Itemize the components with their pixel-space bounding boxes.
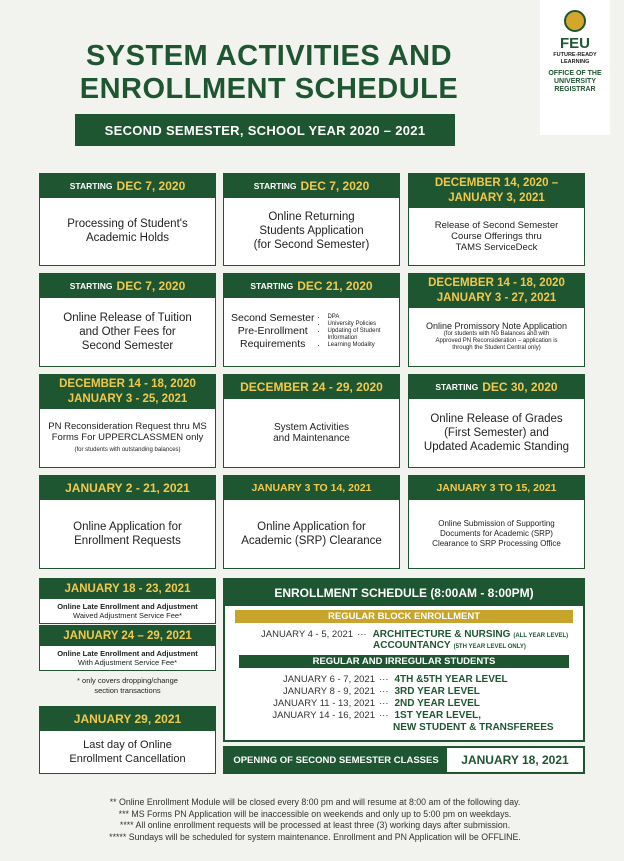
card-body [40, 731, 215, 772]
header-date-line: DECEMBER 14 - 18, 2020 [428, 277, 565, 289]
card-subnote: (for students with outstanding balances) [74, 447, 181, 453]
opening-classes-bar [223, 746, 585, 774]
page-title [64, 40, 474, 106]
header-prefix: STARTING [69, 281, 113, 291]
card-body [40, 298, 215, 365]
header-date-line: JANUARY 3 - 27, 2021 [436, 292, 557, 304]
card-header [40, 707, 215, 731]
card-line: Online Application for [257, 520, 366, 533]
card-subnote: through the Student Central only) [452, 345, 541, 351]
card-body [224, 399, 399, 466]
enrollment-schedule-title: ENROLLMENT SCHEDULE (8:00AM - 8:00PM) [225, 580, 583, 606]
card-line: Students Application [259, 225, 364, 237]
card-line: Second Semester [230, 312, 315, 324]
logo-office-1: OFFICE OF THE [548, 70, 602, 77]
requirements-list [317, 314, 395, 349]
card-enrollment-requests [39, 475, 216, 569]
card-enrollment-cancellation [39, 706, 216, 774]
schedule-level: 4TH &5TH YEAR LEVEL [394, 674, 508, 685]
card-body [224, 500, 399, 567]
card-body [40, 646, 215, 669]
card-header [409, 375, 584, 399]
card-line: Updated Academic Standing [423, 440, 570, 453]
dots: ··· [379, 710, 389, 721]
card-subnote: Approved PN Reconsideration – application is [435, 338, 558, 344]
block-schedule [225, 623, 583, 651]
card-line: (for Second Semester) [253, 239, 370, 251]
block-program: ARCHITECTURE & NURSING [372, 629, 511, 640]
header-prefix: STARTING [253, 181, 297, 191]
schedule-row [263, 722, 583, 734]
card-body [409, 399, 584, 466]
card-line: Documents for Academic (SRP) [440, 528, 553, 538]
header-date: JANUARY 3 TO 15, 2021 [436, 482, 557, 494]
card-line: Release of Second Semester [434, 219, 559, 231]
note-line: * only covers dropping/change [77, 676, 178, 685]
card-body [224, 298, 399, 365]
header-date: DECEMBER 24 - 29, 2020 [240, 380, 383, 394]
feu-logo [540, 0, 610, 135]
card-pre-enrollment [223, 273, 400, 367]
card-line: Online Promissory Note Application [425, 321, 568, 331]
card-body [40, 500, 215, 567]
card-body [40, 409, 215, 466]
card-srp-clearance [223, 475, 400, 569]
footnotes [60, 797, 570, 843]
header-prefix: STARTING [69, 181, 113, 191]
card-header [40, 174, 215, 198]
card-body [40, 599, 215, 622]
dots: ··· [379, 674, 389, 685]
card-system-maintenance [223, 374, 400, 468]
opening-date: JANUARY 18, 2021 [461, 753, 569, 767]
footnote: ** Online Enrollment Module will be closed every 8:00 pm and will resume at 8:00 am of the following day. [109, 797, 521, 807]
header-date: JANUARY 2 - 21, 2021 [65, 481, 190, 495]
block-program-note: (5TH YEAR LEVEL ONLY) [453, 644, 526, 650]
schedule-level: 1ST YEAR LEVEL, [394, 710, 482, 721]
card-header [224, 476, 399, 500]
card-line: PN Reconsideration Request thru MS [48, 421, 207, 432]
header-date-line: JANUARY 3 - 25, 2021 [67, 393, 188, 405]
card-line: Online Submission of Supporting [438, 518, 555, 528]
header-date: DEC 7, 2020 [116, 179, 186, 193]
card-header [409, 274, 584, 308]
card-line: Second Semester [81, 339, 174, 352]
card-line: Online Release of Tuition [63, 311, 192, 324]
card-header [40, 274, 215, 298]
card-pn-reconsideration [39, 374, 216, 468]
header-prefix: STARTING [250, 281, 294, 291]
logo-office [540, 70, 610, 94]
requirement-item: • University Policies [327, 321, 395, 328]
card-body [409, 500, 584, 567]
card-line: Requirements [240, 338, 306, 350]
card-line: With Adjustment Service Fee* [77, 657, 178, 667]
requirement-item: • DPA [327, 314, 395, 321]
card-line: Processing of Student's [67, 218, 188, 230]
card-body [409, 208, 584, 264]
logo-name: FEU [560, 35, 590, 52]
card-header [40, 579, 215, 599]
card-line: Forms For UPPERCLASSMEN only [51, 432, 204, 443]
requirement-item: • Learning Modality [327, 342, 395, 349]
header-date: JANUARY 29, 2021 [73, 712, 182, 726]
semester-banner: SECOND SEMESTER, SCHOOL YEAR 2020 – 2021 [75, 114, 455, 146]
footnote: ***** Sundays will be scheduled for system maintenance. Enrollment and PN Application will be OFFLINE. [109, 831, 521, 842]
card-bold-line: Online Late Enrollment and Adjustment [57, 648, 198, 658]
title-line-1: SYSTEM ACTIVITIES AND [85, 40, 453, 72]
card-header [224, 174, 399, 198]
schedule-level: 2ND YEAR LEVEL [394, 698, 480, 709]
schedule-row [263, 674, 583, 686]
card-line: Academic Holds [85, 232, 170, 244]
dots: ··· [379, 686, 389, 697]
block-row [261, 640, 583, 651]
dots: ··· [379, 698, 389, 709]
block-program: ACCOUNTANCY [373, 640, 451, 651]
card-header [409, 476, 584, 500]
block-date: JANUARY 4 - 5, 2021 [261, 629, 354, 640]
regular-block-label: REGULAR BLOCK ENROLLMENT [235, 610, 573, 623]
header-date: DEC 21, 2020 [297, 279, 373, 293]
card-header [40, 476, 215, 500]
card-line: Waived Adjustment Service Fee* [73, 610, 182, 620]
card-body [224, 198, 399, 264]
title-line-2: ENROLLMENT SCHEDULE [79, 73, 459, 105]
schedule-row [263, 710, 583, 722]
header-date: DEC 7, 2020 [300, 179, 370, 193]
header-date: JANUARY 24 – 29, 2021 [63, 630, 192, 642]
card-course-offerings [408, 173, 585, 266]
card-release-grades [408, 374, 585, 468]
card-body [40, 198, 215, 264]
logo-tagline-2: LEARNING [560, 59, 590, 65]
header-date-line: DECEMBER 14, 2020 – [434, 177, 559, 189]
logo-office-3: REGISTRAR [554, 86, 596, 93]
card-line: Clearance to SRP Processing Office [432, 538, 561, 548]
opening-label: OPENING OF SECOND SEMESTER CLASSES [225, 748, 447, 772]
feu-seal-icon [564, 10, 586, 32]
card-header [409, 174, 584, 208]
card-line: and Maintenance [273, 432, 350, 444]
note-line: section transactions [94, 685, 161, 695]
card-line: Pre-Enrollment [237, 325, 308, 337]
footnote: **** All online enrollment requests will be processed at least three (3) working days after submission. [119, 820, 511, 830]
card-supporting-documents [408, 475, 585, 569]
card-line: Online Application for [73, 520, 182, 533]
header-date-line: DECEMBER 14 - 18, 2020 [59, 378, 196, 390]
card-academic-holds [39, 173, 216, 266]
card-tuition-fees [39, 273, 216, 367]
logo-tagline-1: FUTURE-READY [553, 52, 597, 58]
schedule-row [263, 698, 583, 710]
header-prefix: STARTING [435, 382, 479, 392]
card-line: Last day of Online [83, 738, 172, 751]
enrollment-schedule-panel [223, 578, 585, 742]
card-line: and Other Fees for [79, 325, 176, 338]
schedule-level: NEW STUDENT & TRANSFEREES [393, 722, 554, 733]
card-line: System Activities [273, 421, 350, 433]
card-returning-students [223, 173, 400, 266]
pre-enroll-title [228, 312, 317, 351]
card-line: Enrollment Cancellation [69, 752, 186, 765]
card-late-enrollment-fee [39, 625, 216, 671]
card-line: Online Returning [268, 211, 355, 223]
card-line: Academic (SRP) Clearance [241, 534, 382, 547]
year-level-schedule [225, 668, 583, 734]
schedule-date: JANUARY 6 - 7, 2021 [282, 674, 375, 685]
logo-office-2: UNIVERSITY [553, 78, 596, 85]
block-row [261, 629, 583, 640]
card-line: (First Semester) and [444, 426, 549, 439]
late-enrollment-note [39, 676, 216, 695]
requirement-item: • Updating of Student Information [327, 328, 395, 342]
card-header [40, 375, 215, 409]
card-line: Course Offerings thru [451, 230, 542, 242]
card-header [224, 274, 399, 298]
card-promissory-note [408, 273, 585, 367]
schedule-date: JANUARY 8 - 9, 2021 [282, 686, 375, 697]
card-header [40, 626, 215, 646]
card-header [224, 375, 399, 399]
schedule-date: JANUARY 11 - 13, 2021 [273, 698, 375, 709]
card-late-enrollment-waived [39, 578, 216, 624]
header-date: JANUARY 3 TO 14, 2021 [251, 482, 372, 494]
header-date: DEC 7, 2020 [116, 279, 186, 293]
header-date-line: JANUARY 3, 2021 [448, 192, 545, 204]
card-subnote: (for students with No Balances and with [443, 331, 550, 337]
footnote: *** MS Forms PN Application will be inaccessible on weekends and only up to 5:00 pm on weekdays. [118, 808, 512, 819]
dots: ··· [357, 629, 367, 640]
schedule-level: 3RD YEAR LEVEL [394, 686, 480, 697]
header-date: DEC 30, 2020 [482, 380, 558, 394]
card-bold-line: Online Late Enrollment and Adjustment [57, 601, 198, 611]
schedule-row [263, 686, 583, 698]
block-program-note: (ALL YEAR LEVEL) [513, 633, 569, 639]
header-date: JANUARY 18 - 23, 2021 [64, 583, 191, 595]
card-body [409, 308, 584, 365]
schedule-date: JANUARY 14 - 16, 2021 [272, 710, 375, 721]
card-line: TAMS ServiceDeck [455, 241, 538, 253]
card-line: Online Release of Grades [430, 412, 563, 425]
card-line: Enrollment Requests [74, 534, 181, 547]
regular-irregular-label: REGULAR AND IRREGULAR STUDENTS [239, 655, 569, 668]
